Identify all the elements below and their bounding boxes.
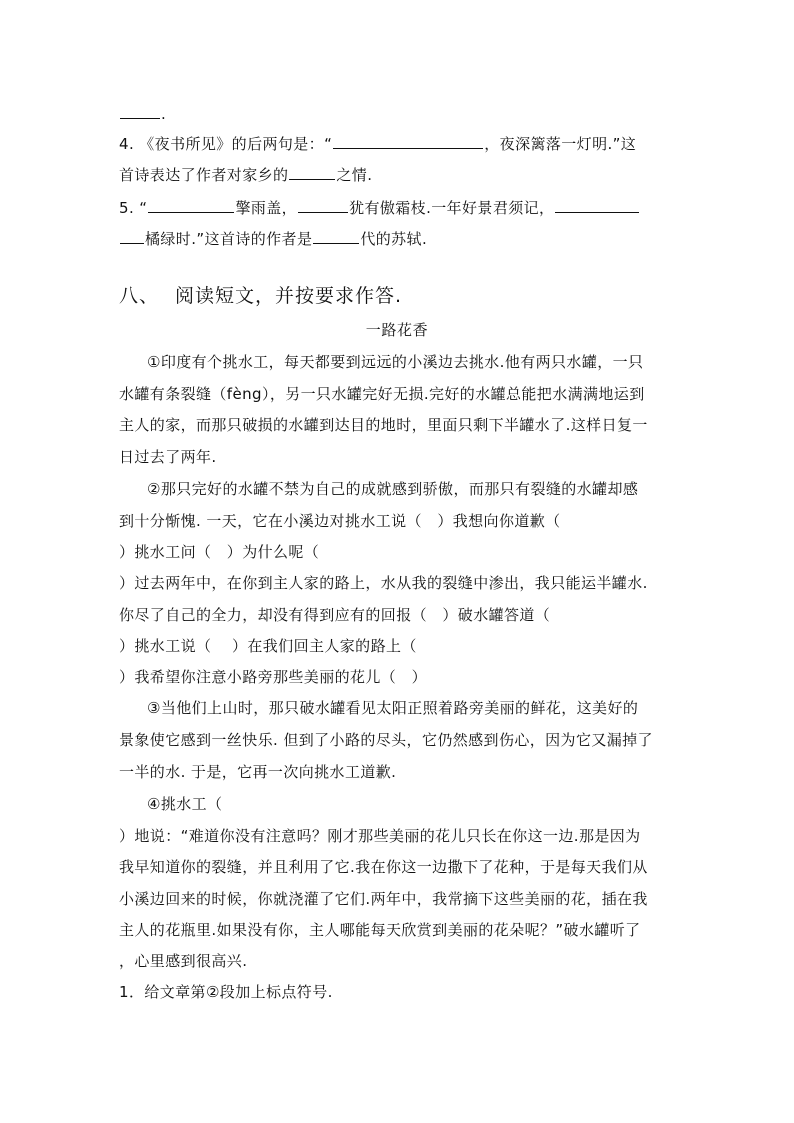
article-line: 我早知道你的裂缝，并且利用了它.我在你这一边撒下了花种，于是每天我们从 [119,858,648,876]
blank-line[interactable] [313,229,359,244]
article-line: ）过去两年中，在你到主人家的路上，水从我的裂缝中渗出，我只能运半罐水. [119,574,648,592]
section-heading [119,284,402,308]
question-4-line-1: 4. 《夜书所见》的后两句是：“ ，夜深篱落一灯明.”这 [119,135,637,153]
blank-line[interactable] [555,198,639,213]
question-4-line-2: 首诗表达了作者对家乡的 之情. [119,166,373,184]
article-line: 到十分惭愧. 一天，它在小溪边对挑水工说（ ）我想向你道歉（ [119,512,561,530]
article-line: ）挑水工说（ ）在我们回主人家的路上（ [119,637,417,655]
article-line: 一半的水. 于是，它再一次向挑水工道歉. [119,763,397,781]
answer-line-fragment: . [119,104,679,124]
blank-line[interactable] [120,229,144,244]
article-line: ②那只完好的水罐不禁为自己的成就感到骄傲，而那只有裂缝的水罐却感 [147,480,639,498]
article-line: ③当他们上山时，那只破水罐看见太阳正照着路旁美丽的鲜花，这美好的 [147,699,639,717]
section-title: 阅读短文，并按要求作答. [175,285,403,307]
article-line: 主人的花瓶里.如果没有你，主人哪能每天欣赏到美丽的花朵呢？”破水罐听了 [119,921,641,939]
question-5-line-1: 5. “ 擎雨盖， 犹有傲霜枝.一年好景君须记， [119,198,679,218]
article-title: 一路花香 [365,321,429,339]
article-line: ，心里感到很高兴. [119,952,248,970]
article-line: ④挑水工（ [147,795,223,813]
article-line: 景象使它感到一丝快乐. 但到了小路的尽头，它仍然感到伤心，因为它又漏掉了 [119,731,653,749]
article-line: ）我希望你注意小路旁那些美丽的花儿（ ） [119,668,428,686]
blank-line[interactable] [120,104,160,119]
article-line: ①印度有个挑水工，每天都要到远远的小溪边去挑水.他有两只水罐，一只 [147,353,644,371]
article-line: 你尽了自己的全力，却没有得到应有的回报（ ）破水罐答道（ [119,606,551,624]
article-line: 主人的家，而那只破损的水罐到达目的地时，里面只剩下半罐水了.这样日复一 [119,416,648,434]
article-line: 日过去了两年. [119,448,217,466]
blank-line[interactable] [333,134,483,149]
question-5-line-2: 橘绿时.”这首诗的作者是 代的苏轼. [119,229,679,249]
blank-line[interactable] [298,198,348,213]
article-line: 水罐有条裂缝（fèng），另一只水罐完好无损.完好的水罐总能把水满满地运到 [119,385,645,403]
blank-line[interactable] [148,198,234,213]
article-line: ）挑水工问（ ）为什么呢（ [119,543,320,561]
article-line: ）地说：“难道你没有注意吗？刚才那些美丽的花儿只长在你这一边.那是因为 [119,827,641,845]
article-line: 小溪边回来的时候，你就浇灌了它们.两年中，我常摘下这些美丽的花，插在我 [119,890,648,908]
blank-line[interactable] [289,165,335,180]
question-1: 1．给文章第②段加上标点符号. [119,983,333,1001]
section-number: 八、 [119,285,160,307]
